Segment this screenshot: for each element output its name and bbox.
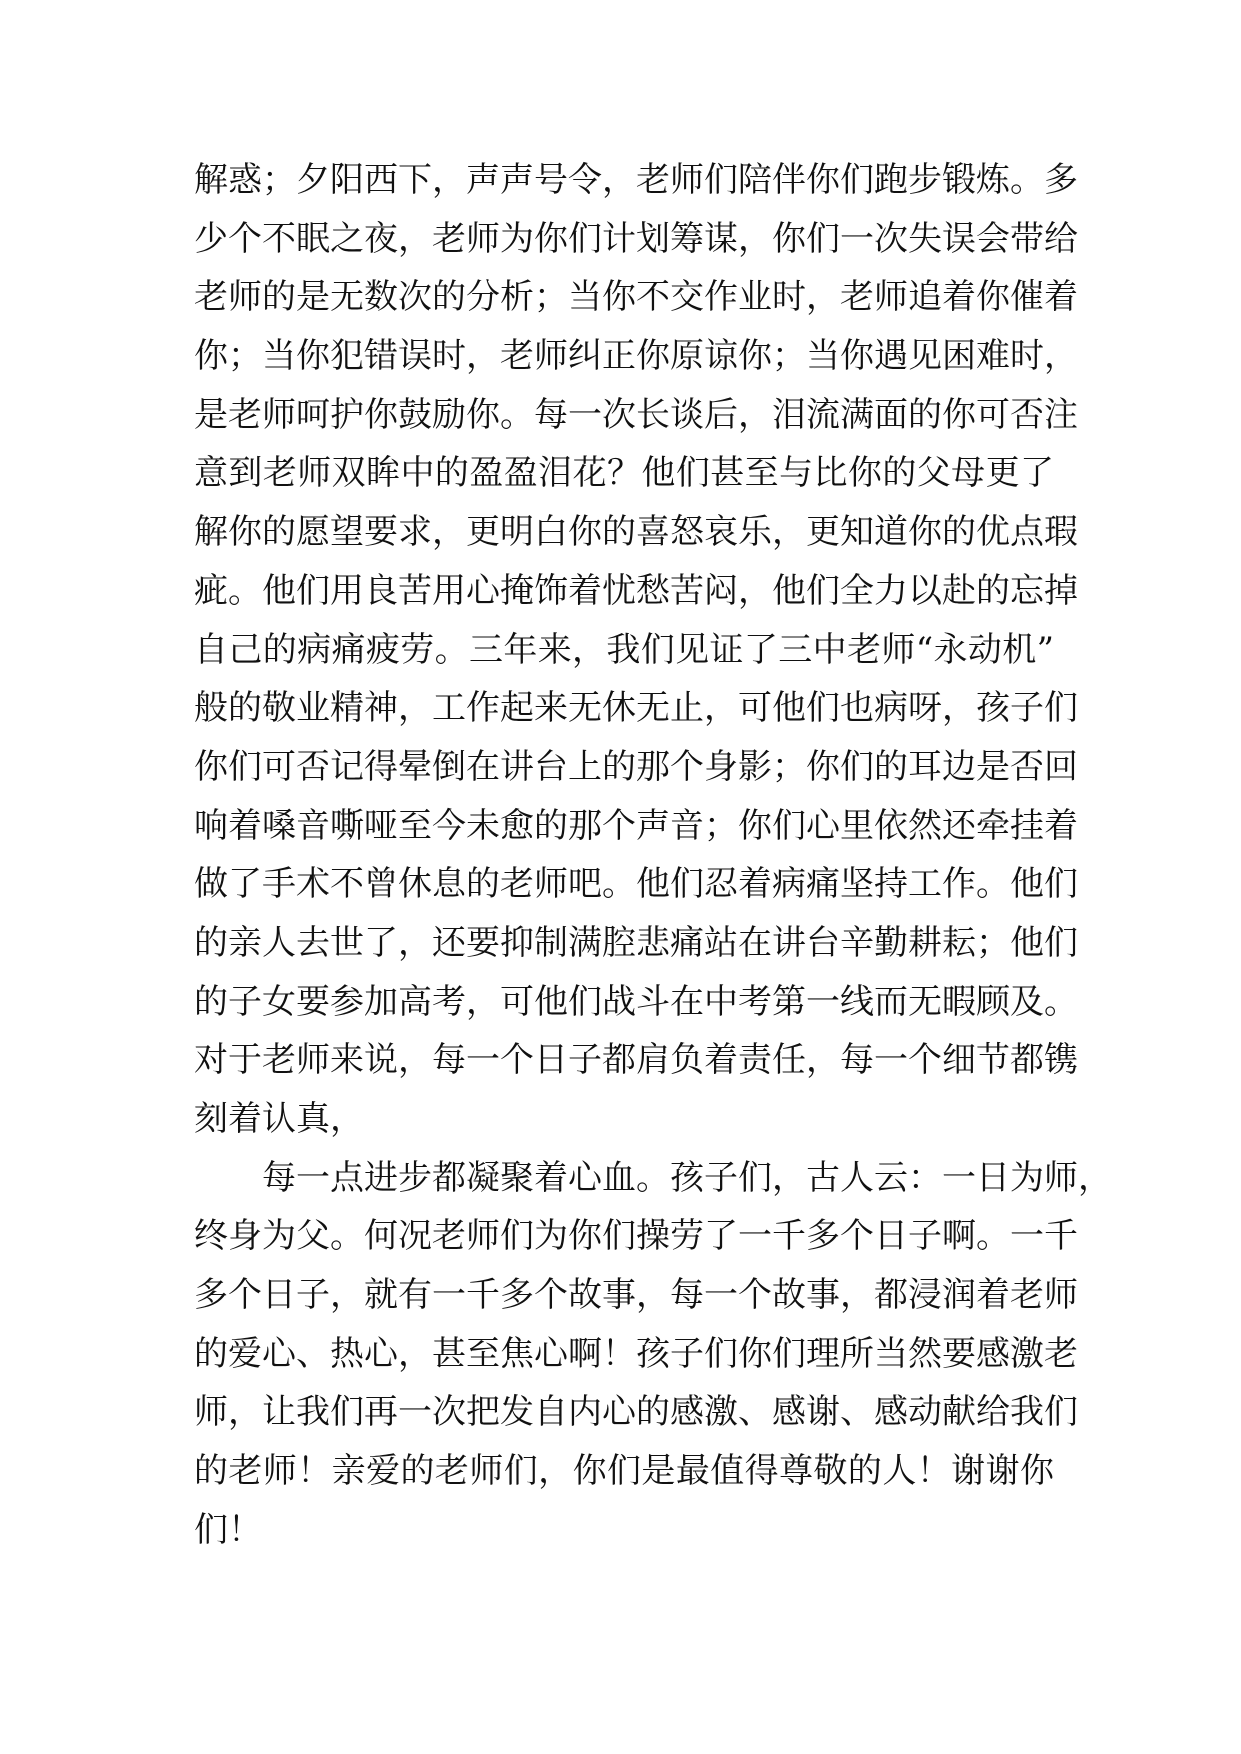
text-line: 的老师！亲爱的老师们，你们是最值得尊敬的人！谢谢你 xyxy=(194,1451,1054,1492)
text-line: 老师的是无数次的分析；当你不交作业时，老师追着你催着 xyxy=(194,277,1078,318)
text-line: 的爱心、热心，甚至焦心啊！孩子们你们理所当然要感激老 xyxy=(194,1333,1078,1374)
text-line: 的子女要参加高考，可他们战斗在中考第一线而无暇顾及。 xyxy=(194,981,1078,1022)
text-line: 做了手术不曾休息的老师吧。他们忍着病痛坚持工作。他们 xyxy=(194,864,1078,905)
text-line: 对于老师来说，每一个日子都肩负着责任，每一个细节都镌 xyxy=(194,1040,1078,1081)
text-line: 解惑；夕阳西下，声声号令，老师们陪伴你们跑步锻炼。多 xyxy=(194,160,1078,200)
text-line: 们！ xyxy=(194,1509,262,1550)
text-line: 多个日子，就有一千多个故事，每一个故事，都浸润着老师 xyxy=(194,1275,1078,1316)
text-line: 你们可否记得晕倒在讲台上的那个身影；你们的耳边是否回 xyxy=(194,746,1078,787)
text-line: 疵。他们用良苦用心掩饰着忧愁苦闷，他们全力以赴的忘掉 xyxy=(194,570,1078,611)
text-line: 师，让我们再一次把发自内心的感激、感谢、感动献给我们 xyxy=(194,1392,1078,1433)
text-line: 是老师呵护你鼓励你。每一次长谈后，泪流满面的你可否注 xyxy=(194,394,1078,435)
body-text xyxy=(194,160,1112,1569)
text-line: 响着嗓音嘶哑至今未愈的那个声音；你们心里依然还牵挂着 xyxy=(194,805,1078,846)
text-line: 终身为父。何况老师们为你们操劳了一千多个日子啊。一千 xyxy=(194,1216,1078,1257)
text-line: 般的敬业精神，工作起来无休无止，可他们也病呀，孩子们 xyxy=(194,688,1078,729)
text-line: 自己的病痛疲劳。三年来，我们见证了三中老师“永动机” xyxy=(194,629,1054,670)
text-line: 的亲人去世了，还要抑制满腔悲痛站在讲台辛勤耕耘；他们 xyxy=(194,922,1078,963)
text-line: 意到老师双眸中的盈盈泪花？他们甚至与比你的父母更了 xyxy=(194,453,1054,494)
text-line: 少个不眠之夜，老师为你们计划筹谋，你们一次失误会带给 xyxy=(194,218,1078,259)
text-line: 解你的愿望要求，更明白你的喜怒哀乐，更知道你的优点瑕 xyxy=(194,512,1078,553)
text-line: 你；当你犯错误时，老师纠正你原谅你；当你遇见困难时， xyxy=(194,336,1078,377)
text-line: 刻着认真， xyxy=(194,1099,364,1139)
paragraph-start-line: 每一点进步都凝聚着心血。孩子们，古人云：一日为师， xyxy=(262,1157,1112,1198)
